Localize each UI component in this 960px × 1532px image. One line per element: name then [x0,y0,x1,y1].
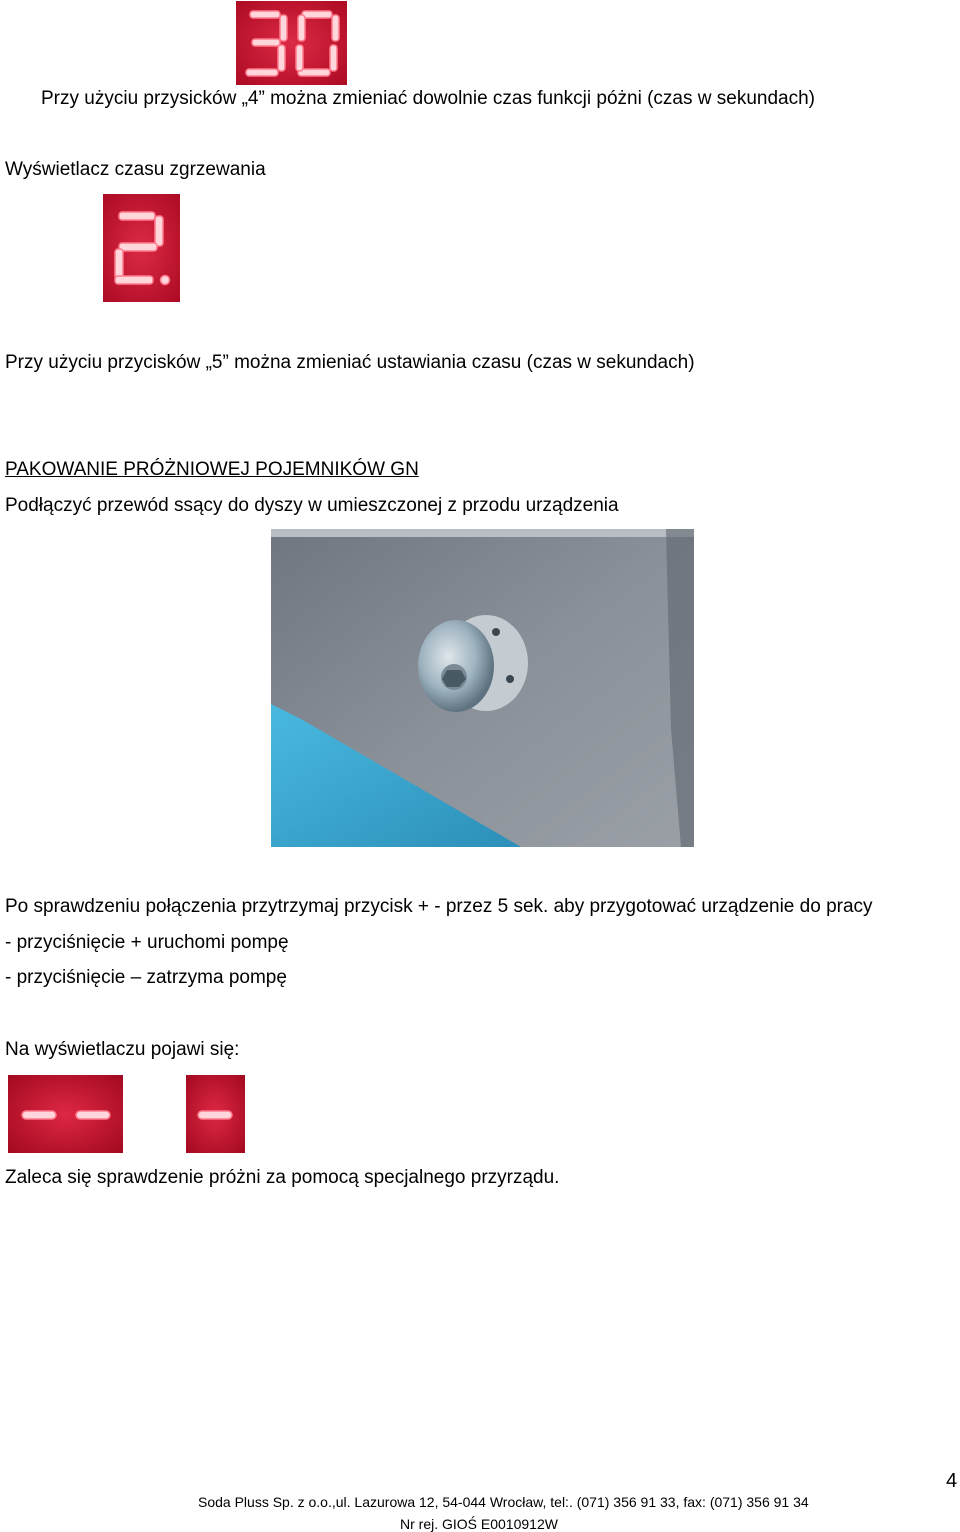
vacuum-display-right [186,1075,245,1153]
page-number: 4 [946,1470,958,1492]
display-shows-line: Na wyświetlaczu pojawi się: [5,1039,240,1060]
heat-buttons-paragraph: Przy użyciu przycisków „5” można zmieniać ustawiania czasu (czas w sekundach) [5,352,695,373]
seven-segment-display-30 [236,1,347,85]
vacuum-nozzle-photo [271,529,694,847]
footer-registration: Nr rej. GIOŚ E0010912W [400,1516,558,1532]
check-connection-paragraph: Po sprawdzeniu połączenia przytrzymaj przycisk + - przez 5 sek. aby przygotować urządzenie do pracy [5,896,873,917]
stop-pump-line: - przyciśnięcie – zatrzyma pompę [5,967,287,988]
section-title: PAKOWANIE PRÓŻNIOWEJ POJEMNIKÓW GN [5,459,419,480]
heat-display-heading: Wyświetlacz czasu zgrzewania [5,159,266,180]
seven-segment-display-dashes [8,1075,123,1153]
recommendation-paragraph: Zaleca się sprawdzenie próżni za pomocą specjalnego przyrządu. [5,1167,560,1188]
start-pump-line: - przyciśnięcie + uruchomi pompę [5,932,289,953]
footer-company: Soda Pluss Sp. z o.o.,ul. Lazurowa 12, 54-044 Wrocław, tel:. (071) 356 91 33, fax: (071) 356 91 34 [198,1494,809,1510]
seven-segment-display-2 [103,194,180,302]
connect-hose-paragraph: Podłączyć przewód ssący do dyszy w umieszczonej z przodu urządzenia [5,495,619,516]
delay-time-display [236,1,347,85]
delay-buttons-paragraph: Przy użyciu przysicków „4” można zmieniać dowolnie czas funkcji póżni (czas w sekundach) [41,88,816,109]
vacuum-display-left [8,1075,123,1153]
nozzle-image [271,529,694,847]
heat-time-display [103,194,180,302]
seven-segment-display-dash [186,1075,245,1153]
